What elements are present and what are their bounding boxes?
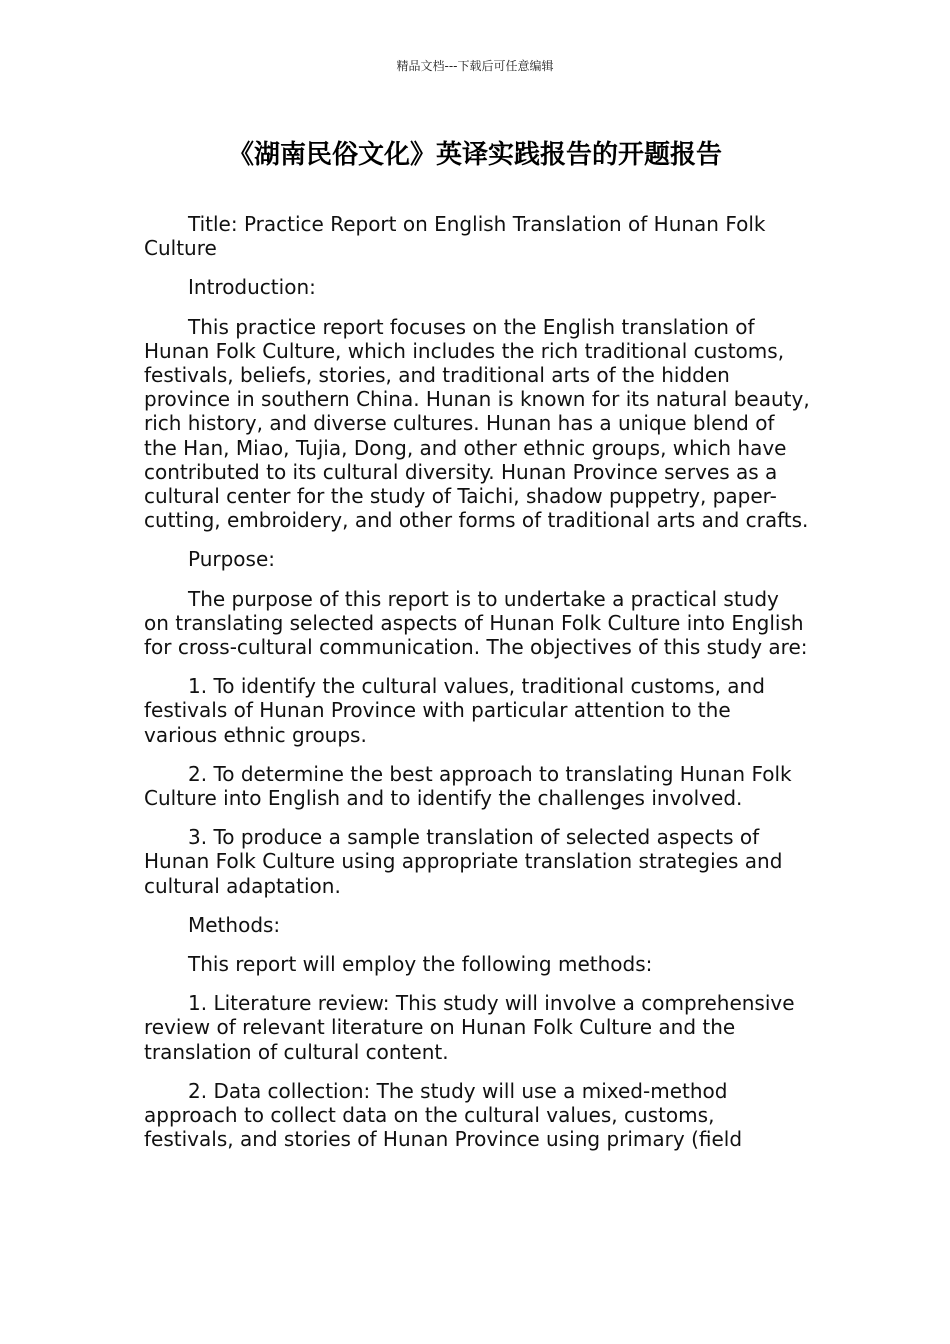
paragraph-introduction-body: This practice report focuses on the English translation of Hunan Folk Culture, which includes the rich traditional customs, festivals, beliefs, stories, and traditional arts of the hidden province in southern China. Hunan is known for its natural beauty, rich history, and diverse cultures. Hunan has a unique blend of the Han, Miao, Tujia, Dong, and other ethnic groups, which have contributed to its cultural diversity. Hunan Province serves as a cultural center for the study of Taichi, shadow puppetry, paper-cutting, embroidery, and other forms of traditional arts and crafts. (144, 314, 810, 533)
paragraph-introduction-heading: Introduction: (188, 275, 316, 300)
paragraph-objective-1: 1. To identify the cultural values, traditional customs, and festivals of Hunan Province with particular attention to the various ethnic groups. (144, 674, 765, 747)
paragraph-method-1: 1. Literature review: This study will involve a comprehensive review of relevant literature on Hunan Folk Culture and the translation of cultural content. (144, 991, 795, 1064)
paragraph-methods-intro: This report will employ the following methods: (188, 952, 653, 977)
paragraph-methods-heading: Methods: (188, 912, 281, 937)
header-note: 精品文档---下载后可任意编辑 (396, 59, 554, 73)
paragraph-objective-3: 3. To produce a sample translation of selected aspects of Hunan Folk Culture using appropriate translation strategies and cultural adaptation. (144, 825, 783, 898)
document-title: 《湖南民俗文化》英译实践报告的开题报告 (227, 140, 722, 170)
paragraph-purpose-body: The purpose of this report is to undertake a practical study on translating selected aspects of Hunan Folk Culture into English for cross-cultural communication. The objectives of this study are: (144, 586, 808, 660)
document-body (144, 212, 810, 1167)
paragraph-purpose-heading: Purpose: (188, 547, 276, 572)
paragraph-objective-2: 2. To determine the best approach to translating Hunan Folk Culture into English and to identify the challenges involved. (144, 761, 792, 811)
paragraph-method-2: 2. Data collection: The study will use a mixed-method approach to collect data on the cultural values, customs, festivals, and stories of Hunan Province using primary (field (144, 1078, 743, 1152)
paragraph-title-line: Title: Practice Report on English Translation of Hunan Folk Culture (144, 212, 766, 261)
